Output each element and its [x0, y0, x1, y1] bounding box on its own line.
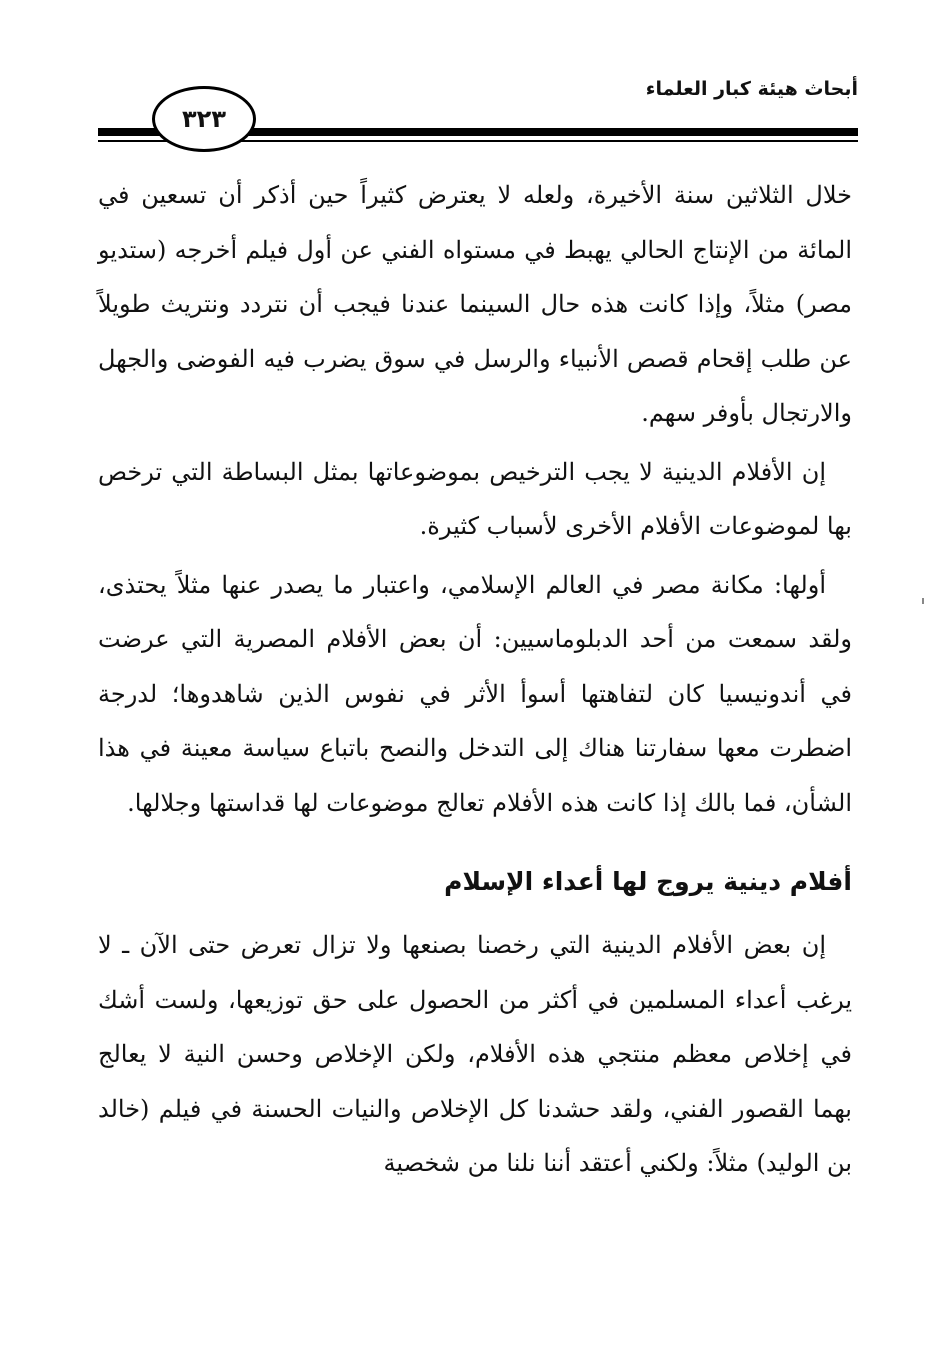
paragraph: إن الأفلام الدينية لا يجب الترخيص بموضوعاتها بمثل البساطة التي ترخص بها لموضوعات الأفلام الأخرى لأسباب كثيرة.	[98, 457, 852, 540]
page-number: ٣٢٣	[152, 86, 256, 152]
paragraph: خلال الثلاثين سنة الأخيرة، ولعله لا يعترض كثيراً حين أذكر أن تسعين في المائة من الإنتاج الحالي يهبط في مستواه الفني عن أول فيلم أخرجه (ستديو مصر) مثلاً، وإذا كانت هذه حال السينما عندنا فيجب أن نتردد ونتريث طويلاً عن طلب إقحام قصص الأنبياء والرسل في سوق يضرب فيه الفوضى والجهل والارتجال بأوفر سهم.	[98, 181, 852, 427]
body-text	[98, 168, 852, 1191]
running-title: أبحاث هيئة كبار العلماء	[645, 78, 858, 100]
section-heading: أفلام دينية يروج لها أعداء الإسلام	[444, 867, 852, 896]
paragraph: أولها: مكانة مصر في العالم الإسلامي، واعتبار ما يصدر عنها مثلاً يحتذى، ولقد سمعت من أحد الدبلوماسيين: أن بعض الأفلام المصرية التي عرضت في أندونيسيا كان لتفاهتها أسوأ الأثر في نفوس الذين شاهدوها؛ لدرجة اضطرت معها سفارتنا هناك إلى التدخل والنصح باتباع سياسة معينة في هذا الشأن، فما بالك إذا كانت هذه الأفلام تعالج موضوعات لها قداستها وجلالها.	[98, 570, 852, 817]
paragraph: إن بعض الأفلام الدينية التي رخصنا بصنعها ولا تزال تعرض حتى الآن ـ لا يرغب أعداء المسلمين في أكثر من الحصول على حق توزيعها، ولست أشك في إخلاص معظم منتجي هذه الأفلام، ولكن الإخلاص وحسن النية لا يعالج بهما القصور الفني، ولقد حشدنا كل الإخلاص والنيات الحسنة في فيلم (خالد بن الوليد) مثلاً: ولكني أعتقد أننا نلنا من شخصية	[98, 931, 852, 1177]
margin-mark	[922, 598, 924, 604]
